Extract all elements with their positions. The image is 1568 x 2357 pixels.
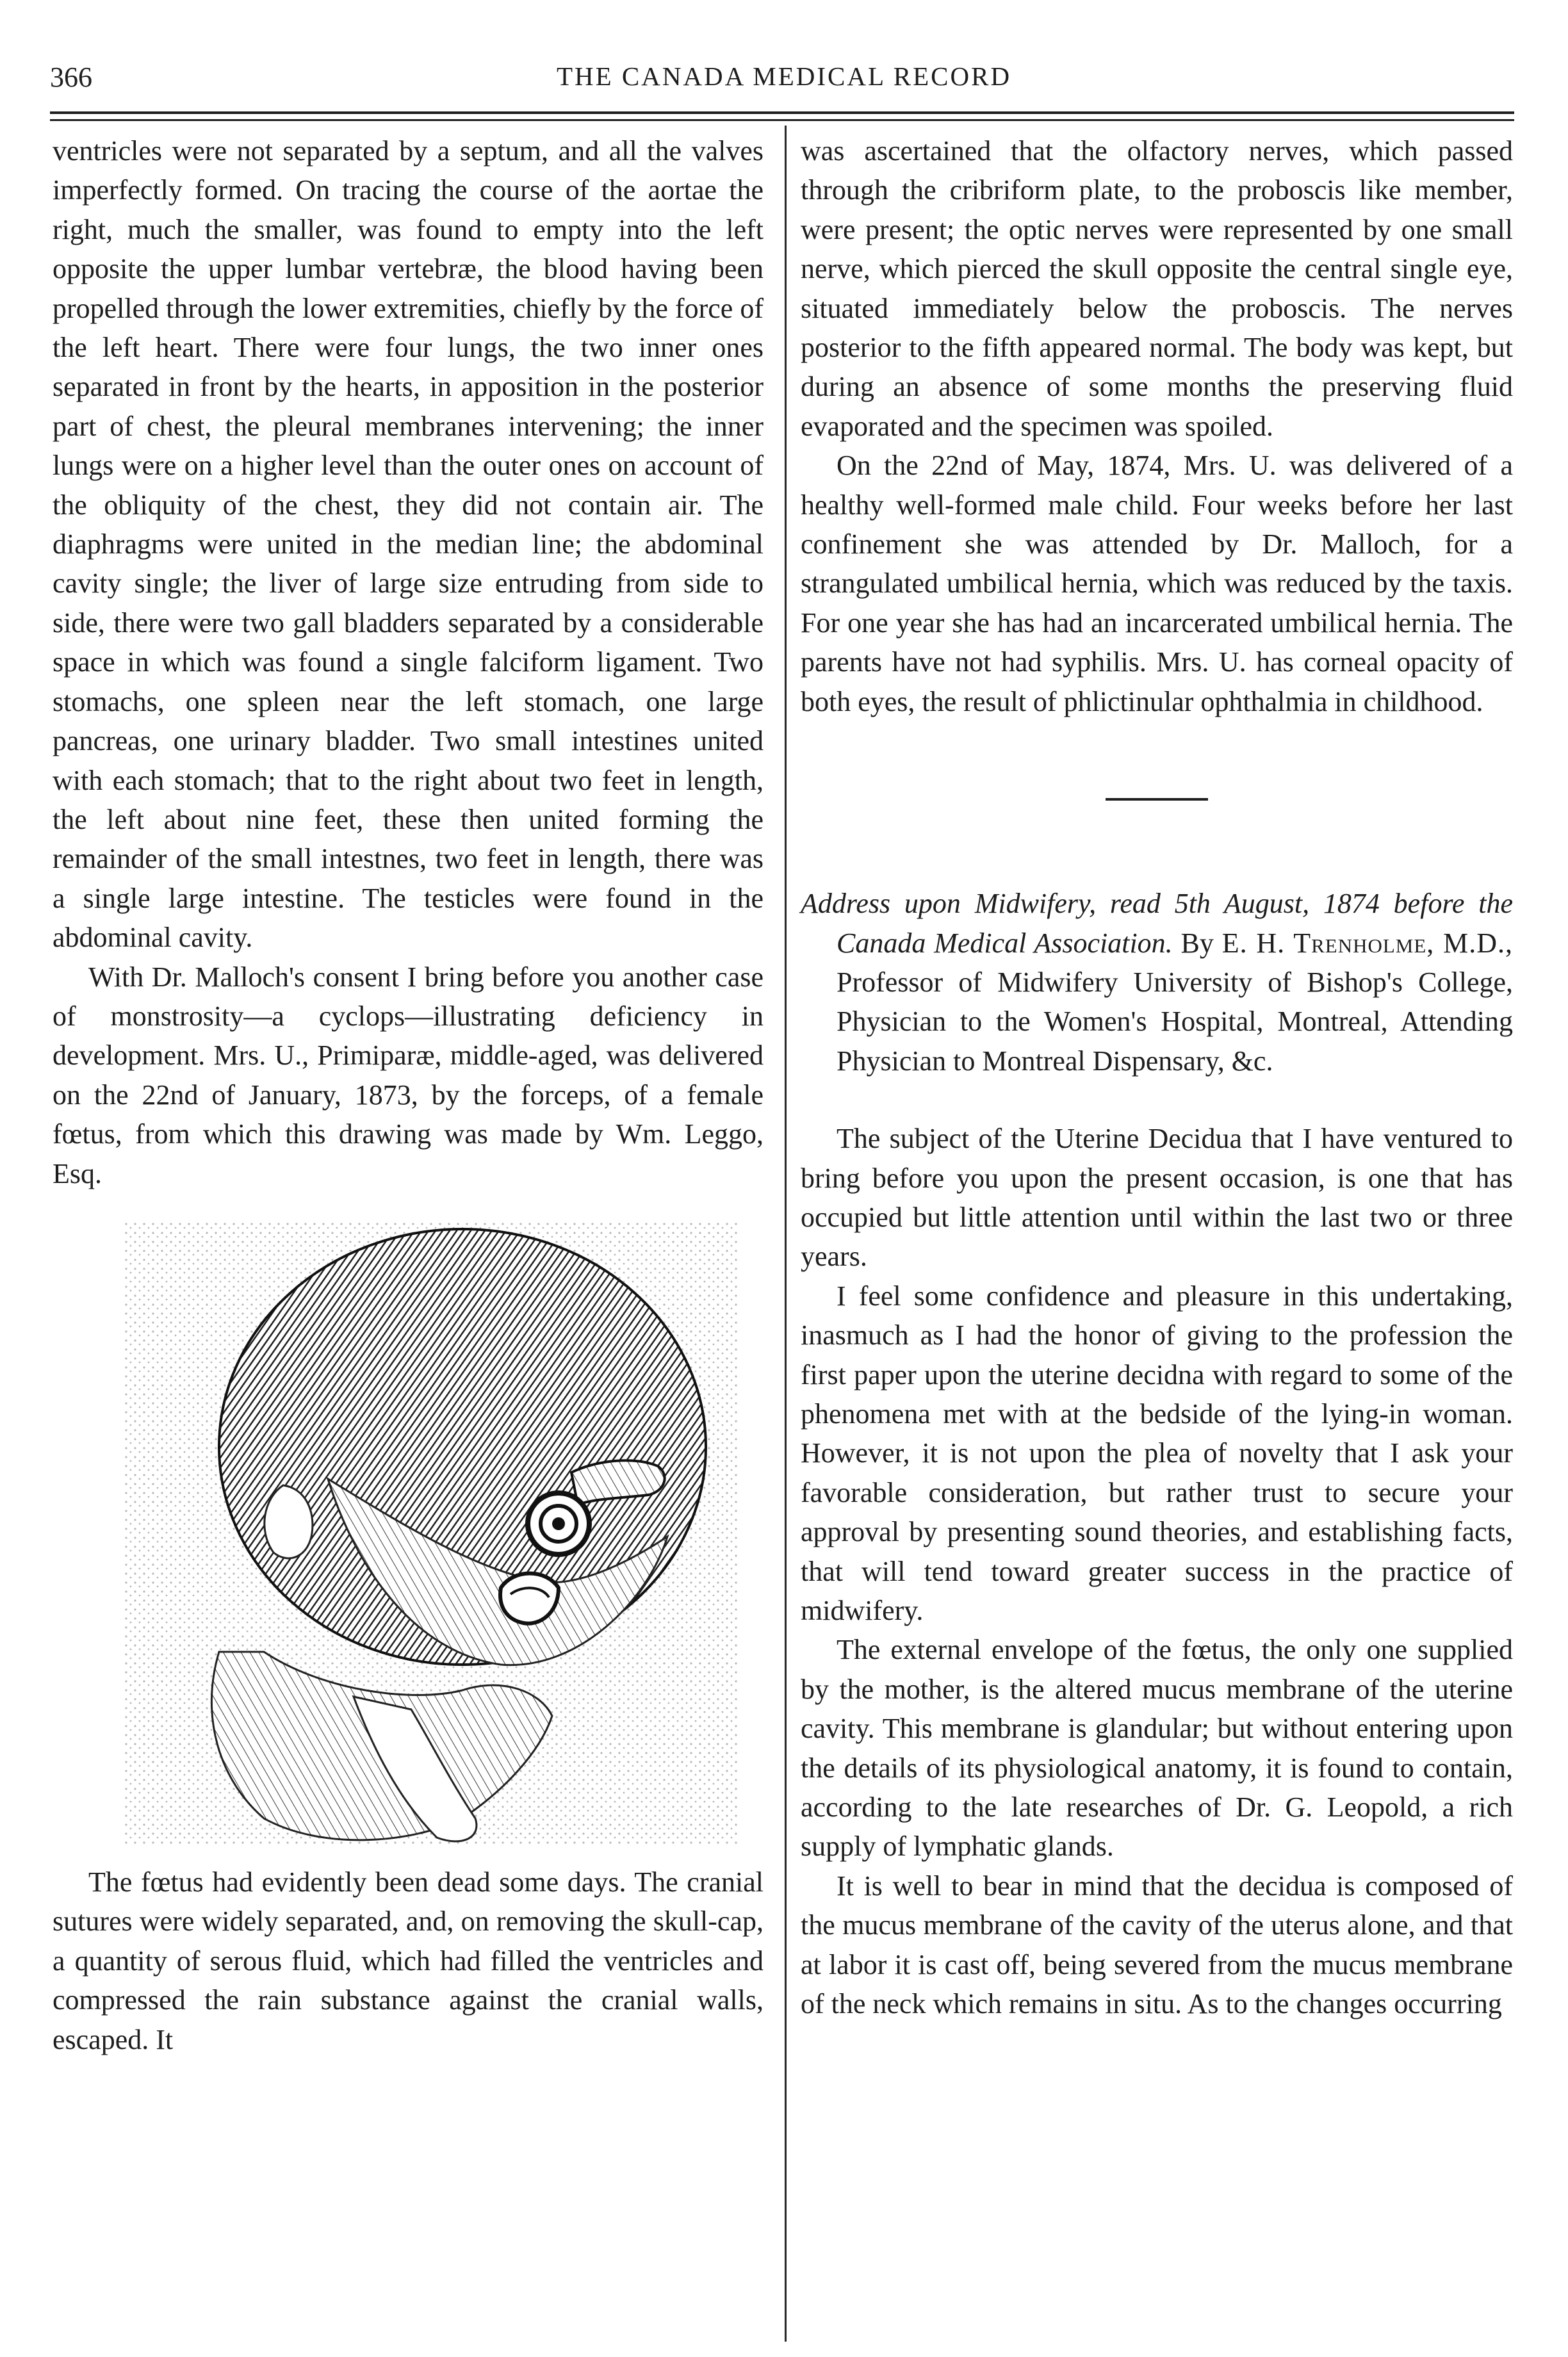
article-by: By [1180, 927, 1214, 959]
cyclops-engraving-figure [53, 1203, 764, 1854]
section-separator [1106, 798, 1208, 801]
article-paragraph-4: It is well to bear in mind that the decidua is composed of the mucus membrane of the cavity of the uterus alone, and that at labor it is cast off, being severed from the mucus membrane of the neck which remains in situ. As to the changes occurring [801, 1870, 1513, 2020]
article-paragraph-2: I feel some confidence and pleasure in this undertaking, inasmuch as I had the honor of giving to the profession the first paper upon the uterine decidna with regard to some of the phenomena met with at the bedside of the lying-in woman. However, it is not upon the plea of novelty that I ask your favorable consideration, but rather trust to secure your approval by presenting sound theories, and establishing facts, that will tend toward greater success in the practice of midwifery. [801, 1280, 1513, 1626]
left-paragraph-2: With Dr. Malloch's consent I bring before you another case of monstrosity—a cyclops—illustrating deficiency in development. Mrs. U., Primiparæ, middle-aged, was delivered on the 22nd of January, 1873, by the forceps, of a female fœtus, from which this drawing was made by Wm. Leggo, Esq. [53, 961, 764, 1189]
engraving-cyclops-fetus-illustration-icon [53, 1203, 764, 1854]
column-divider [785, 126, 787, 2342]
right-column [801, 131, 1513, 2023]
left-paragraph-after-figure: The fœtus had evidently been dead some days. The cranial sutures were widely separated, and, on removing the skull-cap, a quantity of serous fluid, which had filled the ventricles and compressed the rain substance against the cranial walls, escaped. It [53, 1866, 764, 2055]
right-paragraph-1: was ascertained that the olfactory nerves, which passed through the cribriform plate, to the proboscis like member, were present; the optic nerves were represented by one small nerve, which pierced the skull opposite the central single eye, situated immediately below the proboscis. The nerves posterior to the fifth appeared normal. The body was kept, but during an absence of some months the preserving fluid evaporated and the specimen was spoiled. [801, 135, 1513, 442]
header-rule-secondary [50, 119, 1514, 121]
article-heading [801, 884, 1513, 1081]
left-paragraph-1: ventricles were not separated by a septum, and all the valves imperfectly formed. On tracing the course of the aortae the right, much the smaller, was found to empty into the left opposite the upper lumbar vertebræ, the blood having been propelled through the lower extremities, chiefly by the force of the left heart. There were four lungs, the two inner ones separated in front by the hearts, in apposition in the posterior part of chest, the pleural membranes intervening; the inner lungs were on a higher level than the outer ones on account of the obliquity of the chest, they did not contain air. The diaphragms were united in the median line; the abdominal cavity single; the liver of large size entruding from side to side, there were two gall bladders separated by a considerable space in which was found a single falciform ligament. Two stomachs, one spleen near the left stomach, one large pancreas, one urinary bladder. Two small intestines united with each stomach; that to the right about two feet in length, the left about nine feet, these then united forming the remainder of the small intestnes, two feet in length, there was a single large intestine. The testicles were found in the abdominal cavity. [53, 135, 764, 954]
article-paragraph-3: The external envelope of the fœtus, the only one supplied by the mother, is the altered mucus membrane of the uterine cavity. This membrane is glandular; but without entering upon the details of its physiological anatomy, it is found to contain, according to the late researches of Dr. G. Leopold, a rich supply of lymphatic glands. [801, 1634, 1513, 1863]
article-credentials: Professor of Midwifery University of Bishop's College, Physician to the Women's Hospital, Montreal, Attending Physician to Montreal Dispensary, &c. [837, 966, 1513, 1077]
article-paragraph-1: The subject of the Uterine Decidua that I have ventured to bring before you upon the present occasion, is one that has occupied but little attention until within the last two or three years. [801, 1123, 1513, 1273]
running-head: THE CANADA MEDICAL RECORD [556, 61, 1012, 91]
right-paragraph-2: On the 22nd of May, 1874, Mrs. U. was delivered of a healthy well-formed male child. Four weeks before her last confinement she was attended by Dr. Malloch, for a strangulated umbilical hernia, which was reduced by the taxis. For one year she has had an incarcerated umbilical hernia. The parents have not had syphilis. Mrs. U. has corneal opacity of both eyes, the result of phlictinular ophthalmia in childhood. [801, 450, 1513, 717]
left-column [53, 131, 764, 2059]
header-rule [50, 111, 1514, 114]
article-title: Address upon Midwifery, read 5th August, 1874 before the Canada Medical Association. [801, 888, 1513, 959]
page-number: 366 [50, 61, 92, 93]
article-author: E. H. Trenholme, M.D., [1221, 927, 1514, 959]
